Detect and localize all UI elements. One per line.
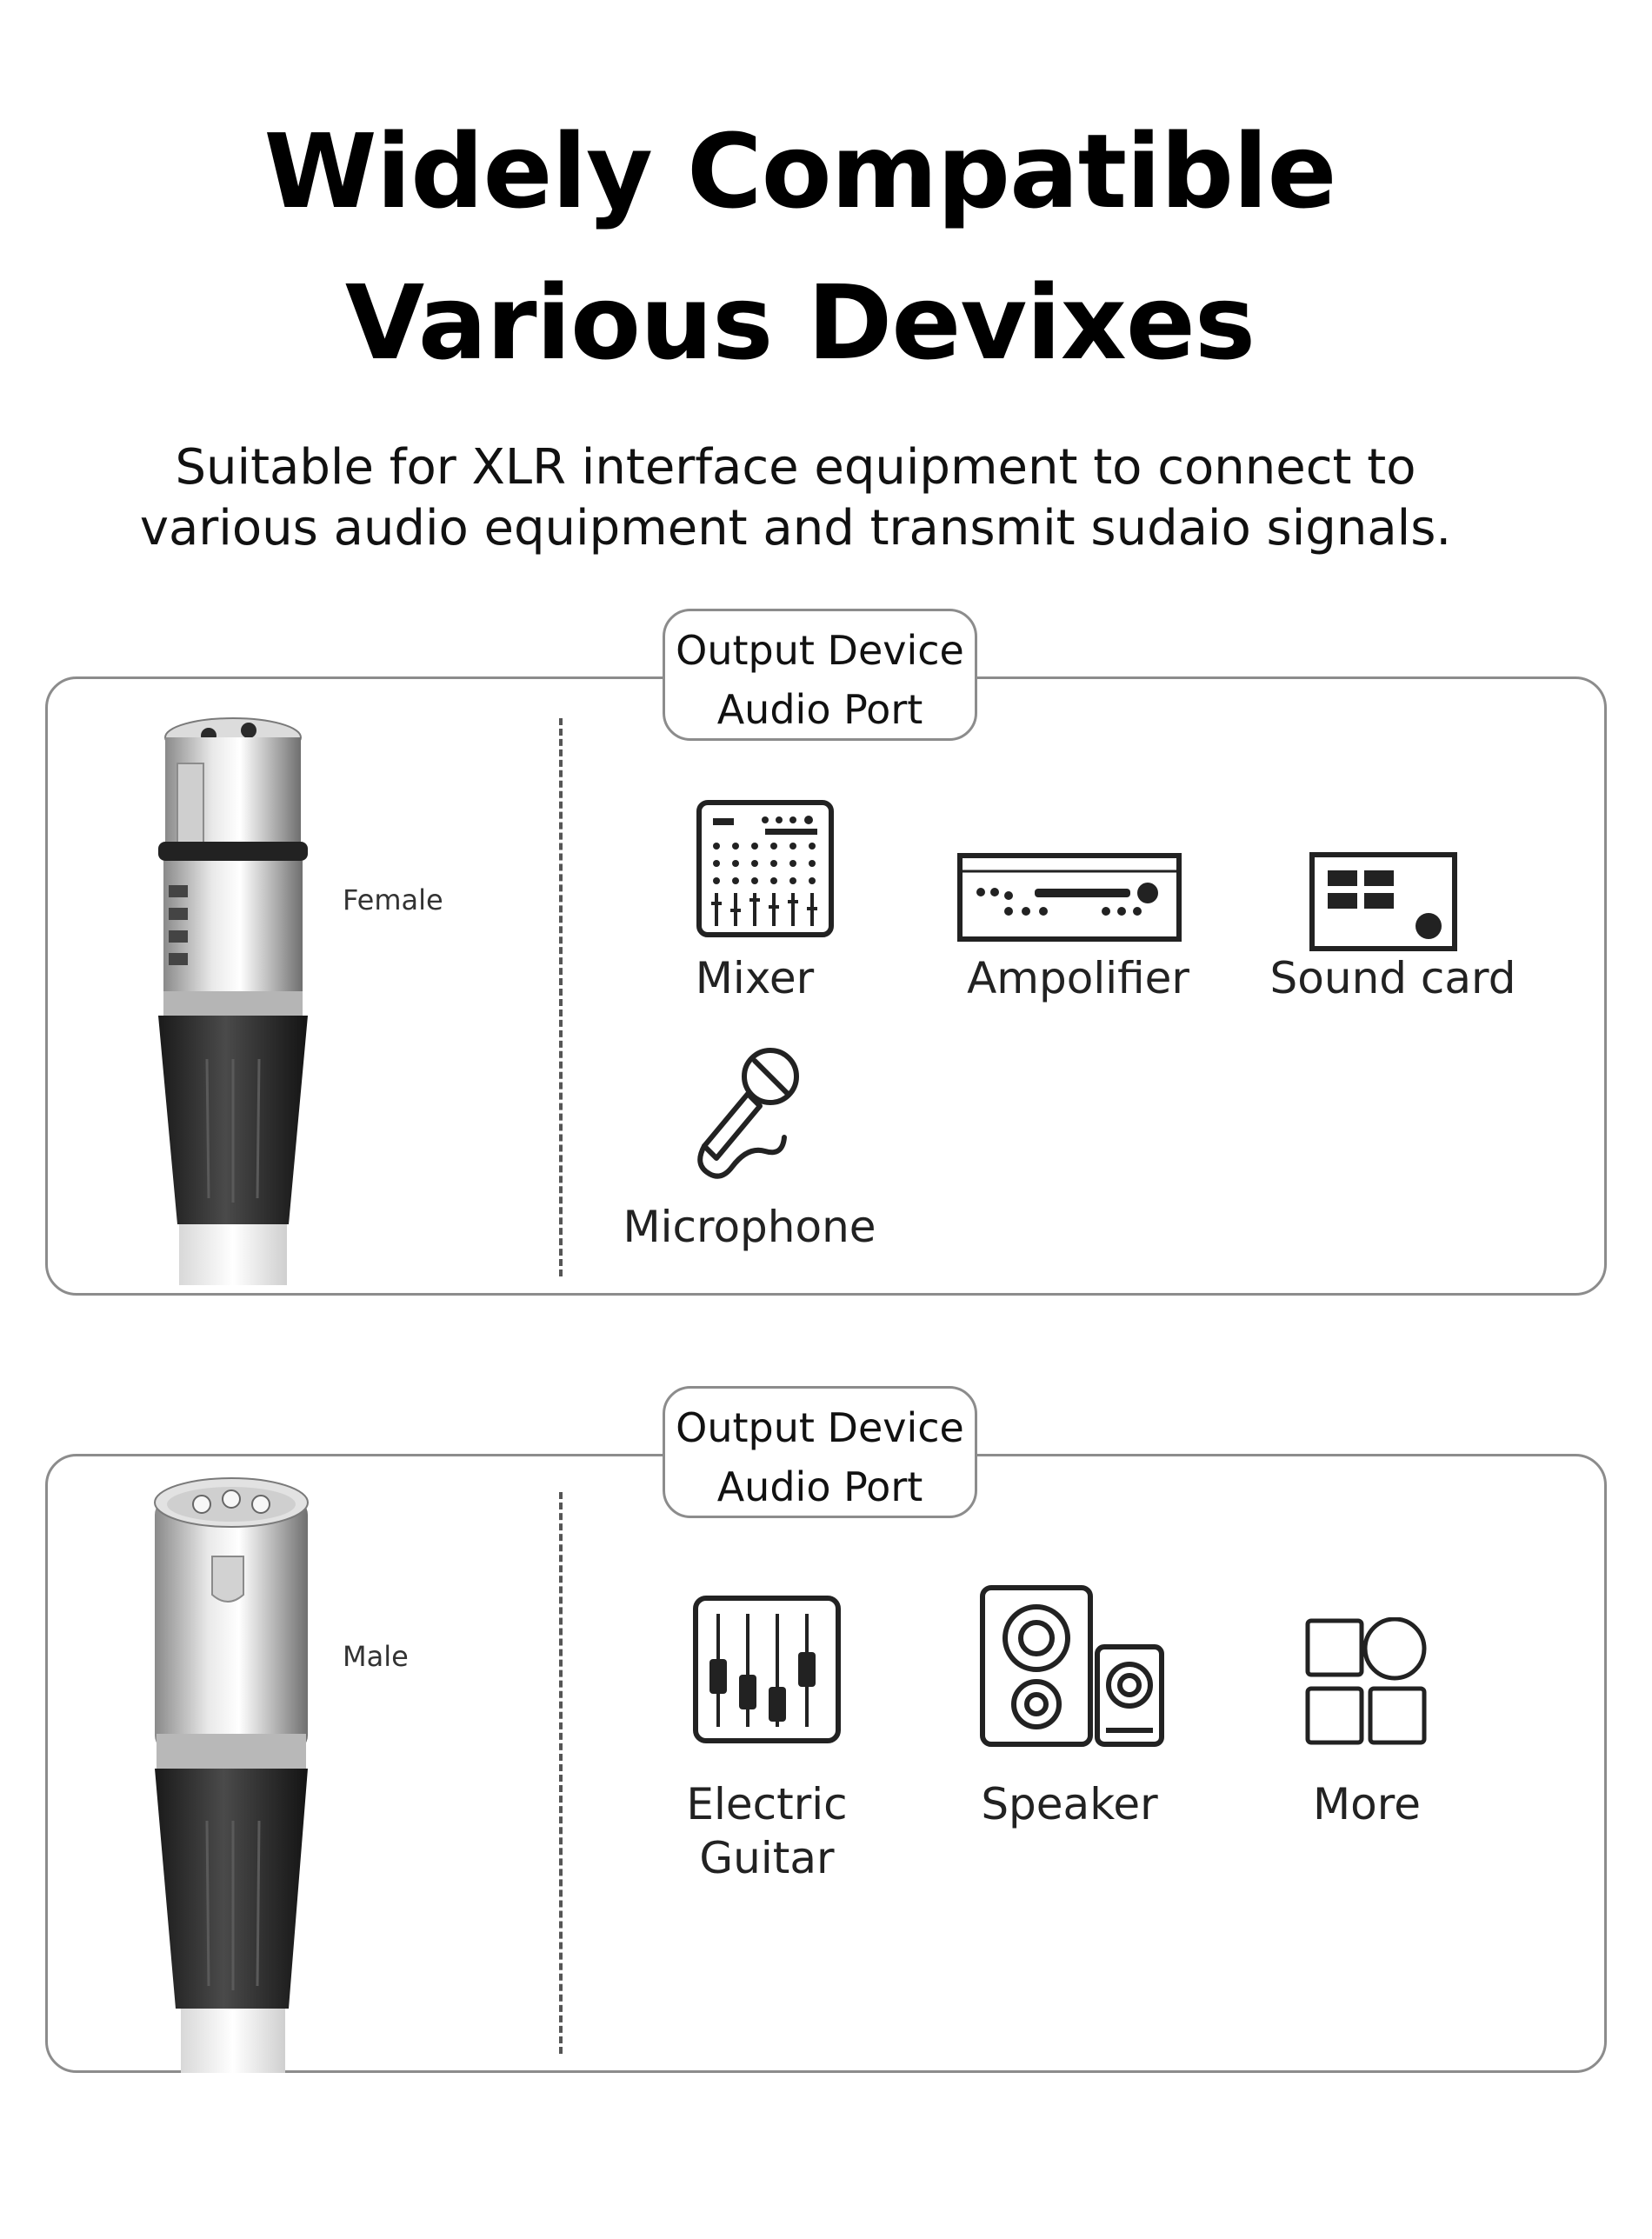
amplifier-icon: [956, 852, 1182, 948]
port-label-line2: Audio Port: [716, 1463, 923, 1510]
speaker-icon: [979, 1584, 1167, 1749]
female-xlr-connector-icon: [146, 711, 320, 1289]
device-label-amplifier: Ampolifier: [967, 953, 1189, 1003]
device-label-electric-guitar-line1: Electric: [686, 1779, 848, 1829]
page-title-line1: Widely Compatible: [263, 111, 1336, 231]
port-label-line2: Audio Port: [716, 686, 923, 733]
mixer-icon: [687, 796, 843, 952]
sound-card-icon: [1307, 850, 1463, 954]
device-label-mixer: Mixer: [695, 953, 815, 1003]
port-label-line1: Output Device: [676, 1404, 964, 1451]
device-label-more: More: [1313, 1779, 1421, 1829]
page-subtitle-line2: various audio equipment and transmit sudaio signals.: [139, 500, 1452, 556]
connector-label-male: Male: [343, 1640, 409, 1673]
device-label-electric-guitar: [686, 1777, 847, 1885]
device-label-electric-guitar-line2: Guitar: [699, 1833, 835, 1883]
panel-divider: [559, 1492, 563, 2054]
port-label-male: [663, 1386, 977, 1518]
male-xlr-connector-icon: [146, 1473, 320, 2077]
device-label-sound-card: Sound card: [1269, 953, 1516, 1003]
port-label-line1: Output Device: [676, 627, 964, 674]
port-label-female: [663, 609, 977, 741]
device-label-speaker: Speaker: [981, 1779, 1158, 1829]
more-icon: [1304, 1617, 1435, 1748]
connector-label-female: Female: [343, 883, 443, 916]
electric-guitar-icon: [692, 1595, 842, 1744]
microphone-icon: [687, 1043, 817, 1191]
page-title-line2: Various Devixes: [344, 263, 1256, 383]
device-label-microphone: Microphone: [623, 1202, 876, 1252]
page-subtitle-line1: Suitable for XLR interface equipment to connect to: [175, 439, 1416, 496]
panel-divider: [559, 718, 563, 1276]
